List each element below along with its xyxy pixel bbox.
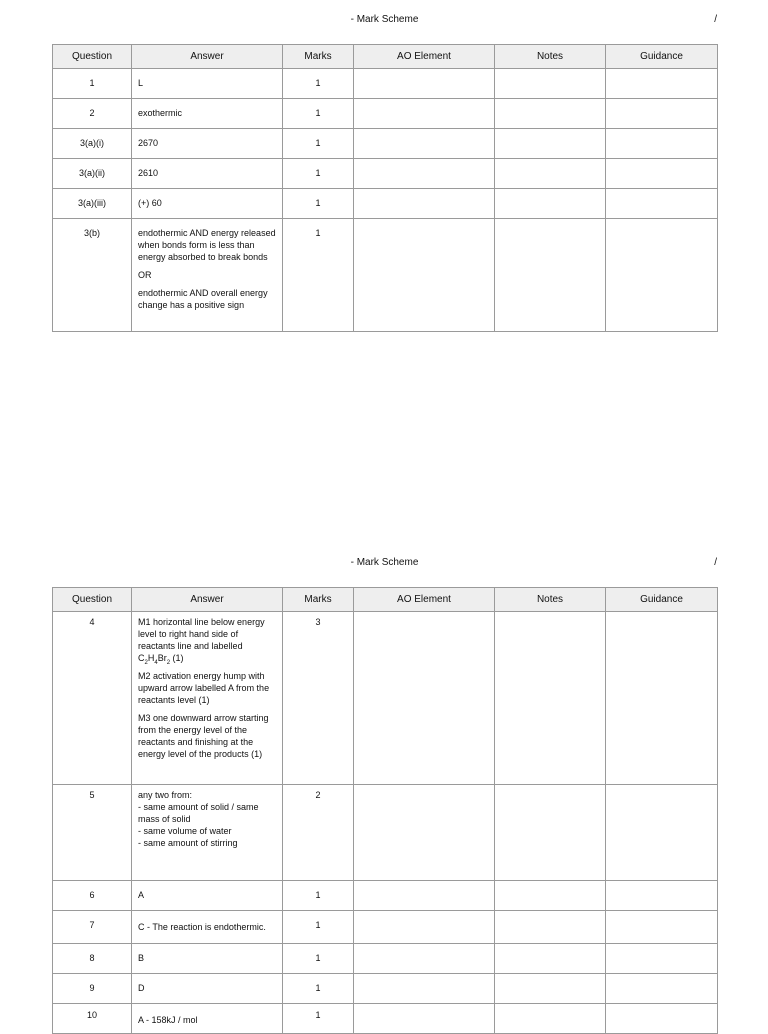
answer-paragraph: M3 one downward arrow starting from the energy level of the reactants and finishing at the energy level of the products (1) bbox=[138, 713, 269, 759]
page-1-header bbox=[52, 14, 717, 28]
marks-cell: 1 bbox=[283, 159, 354, 189]
question-cell: 10 bbox=[53, 1004, 132, 1034]
answer-cell: D bbox=[132, 974, 283, 1004]
notes-cell bbox=[495, 189, 606, 219]
guidance-cell bbox=[606, 612, 718, 785]
notes-cell bbox=[495, 785, 606, 881]
column-header-guidance: Guidance bbox=[606, 45, 718, 69]
page-title: - Mark Scheme bbox=[350, 557, 419, 568]
question-cell: 3(b) bbox=[53, 219, 132, 332]
table-row bbox=[53, 881, 718, 911]
page-2-header bbox=[52, 557, 717, 571]
guidance-cell bbox=[606, 1004, 718, 1034]
column-header-notes: Notes bbox=[495, 588, 606, 612]
answer-cell: 2610 bbox=[132, 159, 283, 189]
answer-cell: any two from: - same amount of solid / same mass of solid - same volume of water - same amount of stirring bbox=[132, 785, 283, 881]
column-header-guidance: Guidance bbox=[606, 588, 718, 612]
answer-cell bbox=[132, 612, 283, 785]
question-cell: 8 bbox=[53, 944, 132, 974]
notes-cell bbox=[495, 99, 606, 129]
marks-cell: 1 bbox=[283, 881, 354, 911]
answer-cell: B bbox=[132, 944, 283, 974]
notes-cell bbox=[495, 219, 606, 332]
answer-cell: C - The reaction is endothermic. bbox=[132, 911, 283, 944]
notes-cell bbox=[495, 159, 606, 189]
ao-element-cell bbox=[354, 612, 495, 785]
ao-element-cell bbox=[354, 189, 495, 219]
answer-cell: (+) 60 bbox=[132, 189, 283, 219]
table-row bbox=[53, 944, 718, 974]
table-header-row bbox=[53, 45, 718, 69]
answer-cell: exothermic bbox=[132, 99, 283, 129]
answer-paragraph: endothermic AND energy released when bonds form is less than energy absorbed to break bonds bbox=[138, 228, 276, 262]
table-row bbox=[53, 69, 718, 99]
page-number-mark: / bbox=[714, 14, 717, 25]
column-header-marks: Marks bbox=[283, 588, 354, 612]
answer-paragraph-m1: M1 horizontal line below energy level to right hand side of reactants line and labelled $C_2H_4Br_2$ (1) bbox=[138, 617, 265, 666]
answer-cell bbox=[132, 219, 283, 332]
notes-cell bbox=[495, 911, 606, 944]
mark-scheme-table-1 bbox=[52, 44, 718, 332]
ao-element-cell bbox=[354, 159, 495, 189]
table-row bbox=[53, 219, 718, 332]
guidance-cell bbox=[606, 785, 718, 881]
answer-cell: A bbox=[132, 881, 283, 911]
guidance-cell bbox=[606, 189, 718, 219]
column-header-notes: Notes bbox=[495, 45, 606, 69]
answer-cell: L bbox=[132, 69, 283, 99]
page-title: - Mark Scheme bbox=[350, 14, 419, 25]
ao-element-cell bbox=[354, 881, 495, 911]
question-cell: 3(a)(ii) bbox=[53, 159, 132, 189]
marks-cell: 3 bbox=[283, 612, 354, 785]
ao-element-cell bbox=[354, 129, 495, 159]
answer-cell: A - 158kJ / mol bbox=[132, 1004, 283, 1034]
table-row bbox=[53, 974, 718, 1004]
guidance-cell bbox=[606, 99, 718, 129]
answer-paragraph: M2 activation energy hump with upward arrow labelled A from the reactants level (1) bbox=[138, 671, 270, 705]
marks-cell: 1 bbox=[283, 974, 354, 1004]
ao-element-cell bbox=[354, 219, 495, 332]
ao-element-cell bbox=[354, 99, 495, 129]
marks-cell: 1 bbox=[283, 1004, 354, 1034]
table-row bbox=[53, 911, 718, 944]
column-header-ao-element: AO Element bbox=[354, 45, 495, 69]
marks-cell: 1 bbox=[283, 69, 354, 99]
table-row bbox=[53, 1004, 718, 1034]
ao-element-cell bbox=[354, 944, 495, 974]
notes-cell bbox=[495, 612, 606, 785]
question-cell: 4 bbox=[53, 612, 132, 785]
answer-cell: 2670 bbox=[132, 129, 283, 159]
guidance-cell bbox=[606, 974, 718, 1004]
table-row bbox=[53, 159, 718, 189]
column-header-answer: Answer bbox=[132, 45, 283, 69]
guidance-cell bbox=[606, 881, 718, 911]
answer-paragraph: endothermic AND overall energy change has a positive sign bbox=[138, 288, 268, 310]
table-row bbox=[53, 785, 718, 881]
column-header-ao-element: AO Element bbox=[354, 588, 495, 612]
marks-cell: 1 bbox=[283, 129, 354, 159]
marks-cell: 1 bbox=[283, 99, 354, 129]
guidance-cell bbox=[606, 944, 718, 974]
notes-cell bbox=[495, 944, 606, 974]
question-cell: 5 bbox=[53, 785, 132, 881]
notes-cell bbox=[495, 129, 606, 159]
ao-element-cell bbox=[354, 69, 495, 99]
guidance-cell bbox=[606, 159, 718, 189]
table-row bbox=[53, 99, 718, 129]
question-cell: 3(a)(iii) bbox=[53, 189, 132, 219]
guidance-cell bbox=[606, 911, 718, 944]
ao-element-cell bbox=[354, 785, 495, 881]
column-header-question: Question bbox=[53, 588, 132, 612]
table-row bbox=[53, 189, 718, 219]
notes-cell bbox=[495, 1004, 606, 1034]
table-row bbox=[53, 129, 718, 159]
mark-scheme-table-2 bbox=[52, 587, 718, 1034]
ao-element-cell bbox=[354, 1004, 495, 1034]
notes-cell bbox=[495, 881, 606, 911]
ao-element-cell bbox=[354, 911, 495, 944]
marks-cell: 1 bbox=[283, 911, 354, 944]
marks-cell: 1 bbox=[283, 219, 354, 332]
question-cell: 1 bbox=[53, 69, 132, 99]
guidance-cell bbox=[606, 129, 718, 159]
answer-paragraph: OR bbox=[138, 270, 152, 280]
page-number-mark: / bbox=[714, 557, 717, 568]
marks-cell: 2 bbox=[283, 785, 354, 881]
guidance-cell bbox=[606, 69, 718, 99]
guidance-cell bbox=[606, 219, 718, 332]
column-header-answer: Answer bbox=[132, 588, 283, 612]
question-cell: 9 bbox=[53, 974, 132, 1004]
question-cell: 3(a)(i) bbox=[53, 129, 132, 159]
table-header-row bbox=[53, 588, 718, 612]
notes-cell bbox=[495, 974, 606, 1004]
column-header-marks: Marks bbox=[283, 45, 354, 69]
marks-cell: 1 bbox=[283, 189, 354, 219]
marks-cell: 1 bbox=[283, 944, 354, 974]
question-cell: 7 bbox=[53, 911, 132, 944]
question-cell: 6 bbox=[53, 881, 132, 911]
notes-cell bbox=[495, 69, 606, 99]
question-cell: 2 bbox=[53, 99, 132, 129]
column-header-question: Question bbox=[53, 45, 132, 69]
ao-element-cell bbox=[354, 974, 495, 1004]
table-row bbox=[53, 612, 718, 785]
